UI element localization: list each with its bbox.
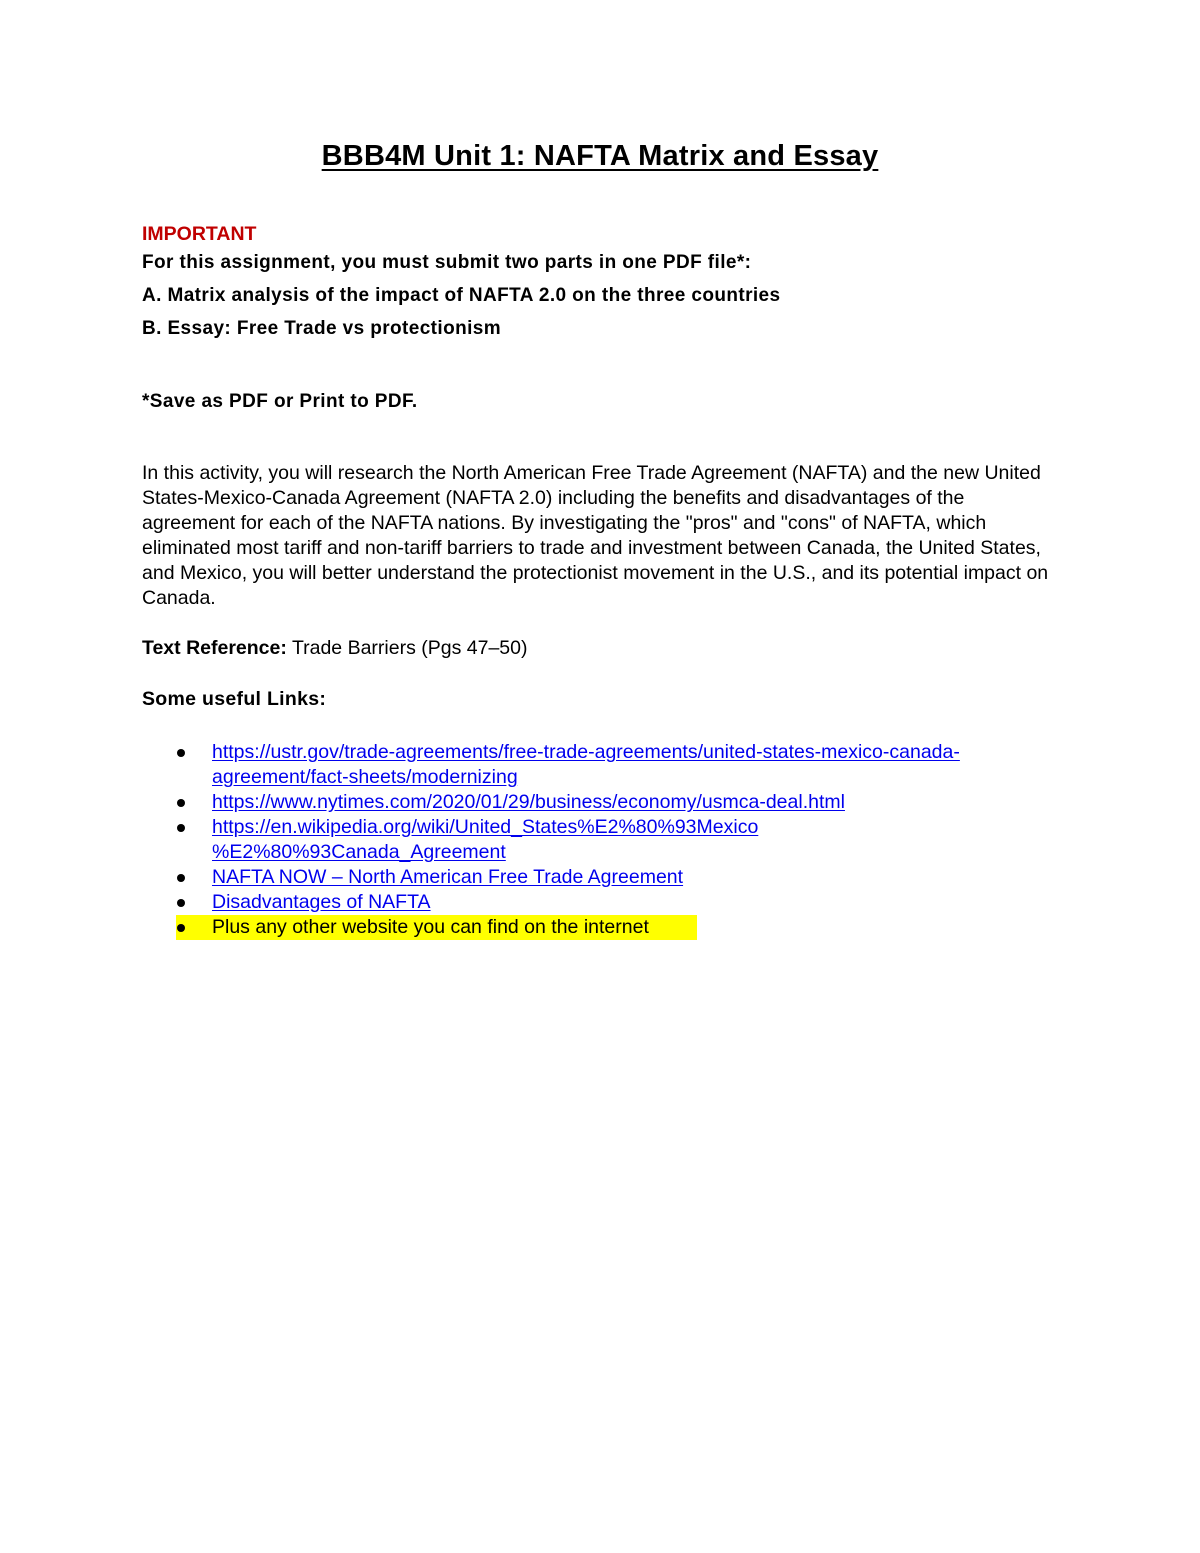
important-label: IMPORTANT: [142, 223, 257, 245]
document-title: BBB4M Unit 1: NAFTA Matrix and Essay: [321, 140, 879, 172]
list-item: [142, 740, 1062, 790]
requirement-part-b: B. Essay: Free Trade vs protectionism: [142, 318, 502, 339]
text-reference-value: Trade Barriers (Pgs 47–50): [286, 637, 528, 659]
highlighted-list-item: [176, 915, 697, 940]
list-item: [142, 865, 1062, 890]
link-wikipedia[interactable]: [212, 816, 758, 863]
links-heading: Some useful Links:: [142, 688, 327, 710]
intro-paragraph: In this activity, you will research the North American Free Trade Agreement (NAFTA) and the new United States-Mexico-Canada Agreement (NAFTA 2.0) including the benefits and disadvantages of the agreement for each of the NAFTA nations. By investigating the "pros" and "cons" of NAFTA, which eliminated most tariff and non-tariff barriers to trade and investment between Canada, the United States, and Mexico, you will better understand the protectionist movement in the U.S., and its potential impact on Canada.: [142, 462, 1049, 609]
link-text: https://ustr.gov/trade-agreements/free-trade-agreements/united-states-mexico-canada-: [212, 741, 960, 763]
links-list: [142, 740, 1062, 940]
text-reference-label: Text Reference:: [142, 637, 287, 659]
link-disadvantages[interactable]: Disadvantages of NAFTA: [212, 891, 431, 913]
highlighted-text: Plus any other website you can find on the internet: [212, 916, 649, 938]
list-item: [142, 790, 1062, 815]
link-nafta-now[interactable]: NAFTA NOW – North American Free Trade Agreement: [212, 866, 684, 888]
list-item: [142, 890, 1062, 915]
link-ustr[interactable]: [212, 741, 960, 788]
requirement-intro: For this assignment, you must submit two parts in one PDF file*:: [142, 252, 752, 273]
document-body: [142, 222, 1062, 940]
link-text: %E2%80%93Canada_Agreement: [212, 841, 506, 863]
link-text: https://en.wikipedia.org/wiki/United_States%E2%80%93Mexico: [212, 816, 759, 838]
save-note: *Save as PDF or Print to PDF.: [142, 391, 418, 412]
link-text: agreement/fact-sheets/modernizing: [212, 766, 518, 788]
requirement-part-a: A. Matrix analysis of the impact of NAFTA 2.0 on the three countries: [142, 285, 781, 306]
text-reference: [142, 636, 1062, 661]
link-nytimes[interactable]: https://www.nytimes.com/2020/01/29/business/economy/usmca-deal.html: [212, 791, 845, 813]
list-item: [142, 815, 1062, 865]
